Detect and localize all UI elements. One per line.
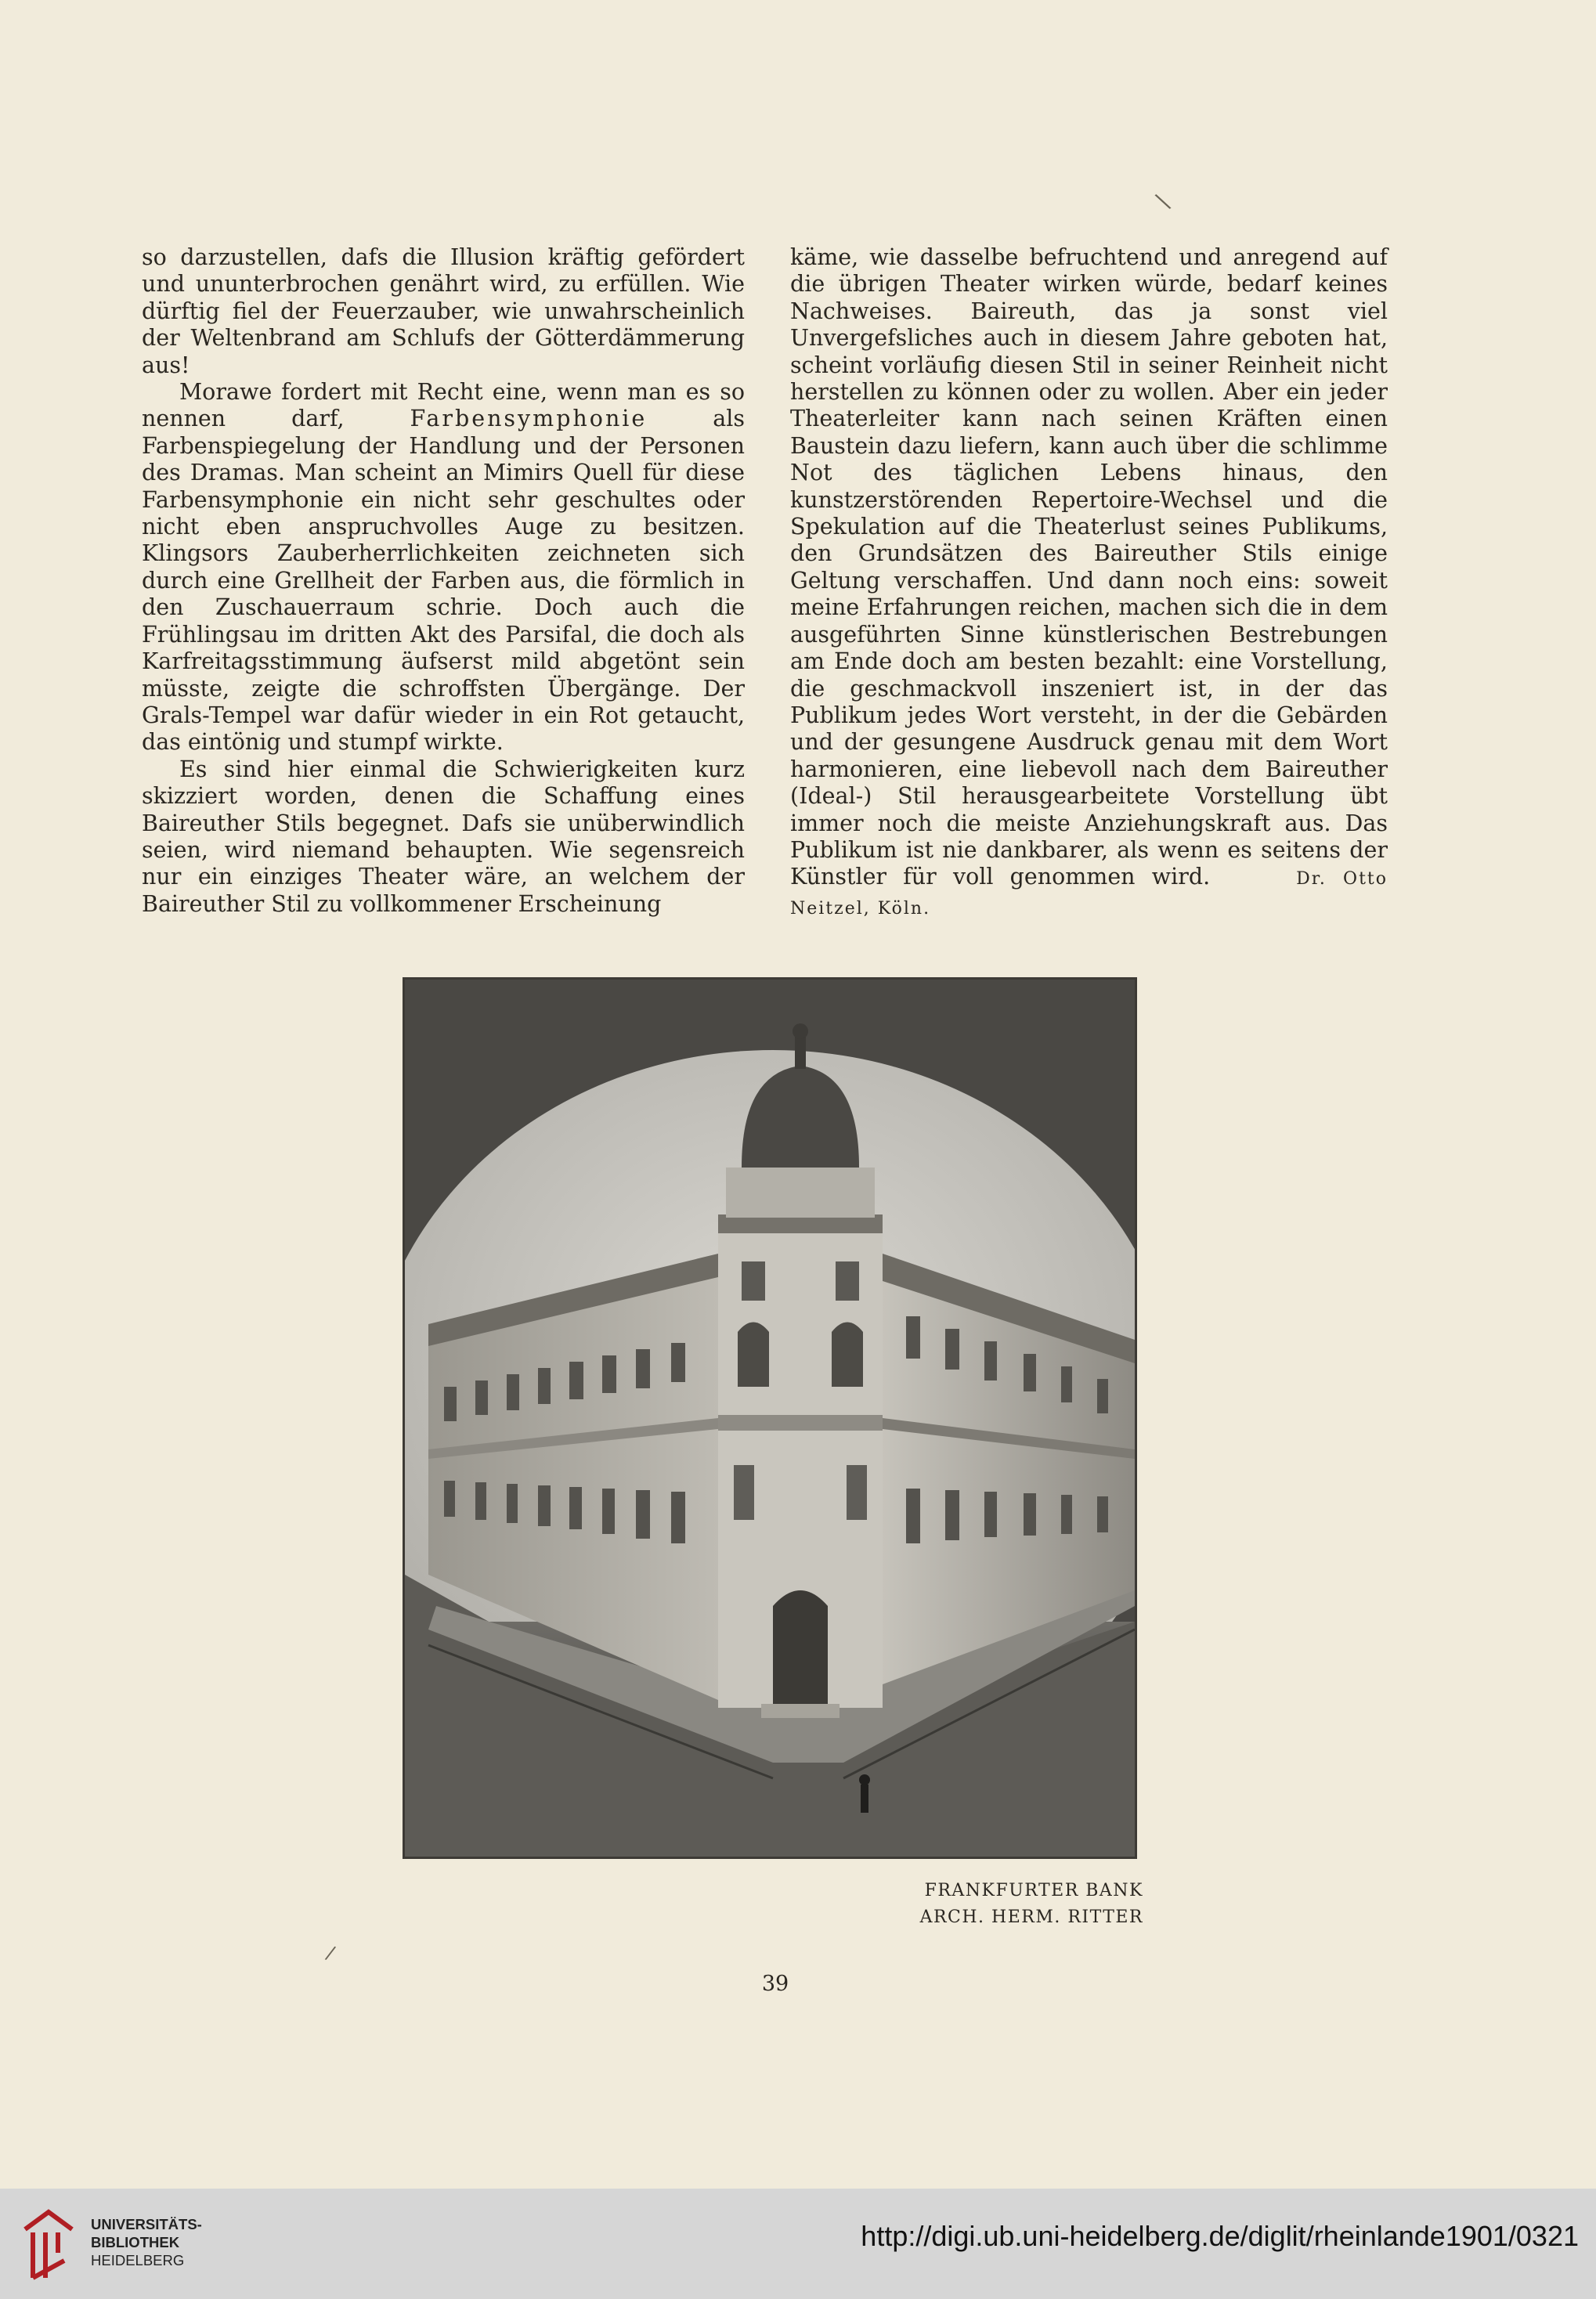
logo-line: UNIVERSITÄTS- bbox=[91, 2216, 202, 2232]
right-text-column bbox=[790, 244, 1388, 922]
library-logo-icon[interactable] bbox=[17, 2206, 77, 2284]
paragraph: Morawe fordert mit Recht eine, wenn man es so nennen darf, Farbensymphonie als Farbenspiegelung der Handlung und der Personen des Dramas. Man scheint an Mimirs Quell für diese Farbensymphonie ein nicht sehr geschultes oder nicht eben anspruchvolles Auge zu besitzen. Klingsors Zauberherrlichkeiten zeichneten sich durch eine Grellheit der Farben aus, die förmlich in den Zuschauerraum schrie. Doch auch die Frühlingsau im dritten Akt des Parsifal, die doch als Karfreitagsstimmung äufserst mild abgetönt sein müsste, zeigte die schroffsten Übergänge. Der Grals-Tempel war dafür wieder in ein Rot getaucht, das eintönig und stumpf wirkte. bbox=[142, 379, 745, 756]
pencil-mark: / bbox=[323, 1941, 338, 1965]
source-url-link[interactable]: http://digi.ub.uni-heidelberg.de/diglit/rheinlande1901/0321 bbox=[861, 2220, 1579, 2252]
logo-line: BIBLIOTHEK bbox=[91, 2234, 180, 2250]
building-photograph bbox=[403, 977, 1137, 1859]
paragraph: Es sind hier einmal die Schwierigkeiten kurz skizziert worden, denen die Schaffung eines Baireuther Stils begegnet. Dafs sie unüberwindlich seien, wird niemand behaupten. Wie segensreich nur ein einziges Theater wäre, an welchem der Baireuther Stil zu vollkommener Erscheinung bbox=[142, 756, 745, 917]
emphasized-term: Farbensymphonie bbox=[410, 406, 648, 432]
paragraph: so darzustellen, dafs die Illusion kräftig gefördert und ununterbrochen genährt wird, zu erfüllen. Wie dürftig fiel der Feuerzauber, wie unwahrscheinlich der Weltenbrand am Schlufs der Götterdämmerung aus! bbox=[142, 244, 745, 378]
library-footer bbox=[0, 2189, 1596, 2299]
author-signature: Dr. Otto Neitzel, Köln. bbox=[790, 869, 1388, 919]
photo-caption bbox=[893, 1878, 1143, 1931]
caption-title: FRANKFURTER BANK bbox=[924, 1881, 1143, 1900]
paragraph: käme, wie dasselbe befruchtend und anregend auf die übrigen Theater wirken würde, bedarf keines Nachweises. Baireuth, das ja sonst viel Unvergefsliches auch in diesem Jahre geboten hat, scheint vorläufig diesen Stil in seiner Reinheit nicht herstellen zu können oder zu wollen. Aber ein jeder Theaterleiter kann nach seinen Kräften einen Baustein dazu liefern, kann auch über die schlimme Not des täglichen Lebens hinaus, den kunstzerstörenden Repertoire-Wechsel und die Spekulation auf die Theaterlust seines Publikums, den Grundsätzen des Baireuther Stils einige Geltung verschaffen. Und dann noch eins: soweit meine Erfahrungen reichen, machen sich die in dem ausgeführten Sinne künstlerischen Bestrebungen am Ende doch am besten bezahlt: eine Vorstellung, die geschmackvoll inszeniert ist, in der das Publikum jedes Wort versteht, in der die Gebärden und der gesungene Ausdruck genau mit dem Wort harmonieren, eine liebevoll nach dem Baireuther (Ideal-) Stil herausgearbeitete Vorstellung übt immer noch die meiste Anziehungskraft aus. Das Publikum ist nie dankbarer, als wenn es seitens der Künstler für voll genommen wird. Dr. Otto Neitzel, Köln. bbox=[790, 244, 1388, 919]
page-number: 39 bbox=[761, 1972, 789, 1996]
left-text-column bbox=[142, 244, 745, 918]
frankfurter-bank-illustration bbox=[405, 980, 1135, 1857]
caption-architect: ARCH. HERM. RITTER bbox=[919, 1907, 1143, 1927]
pencil-mark: \ bbox=[1152, 187, 1174, 216]
logo-line: HEIDELBERG bbox=[91, 2252, 185, 2268]
library-logo-text[interactable] bbox=[91, 2215, 202, 2269]
